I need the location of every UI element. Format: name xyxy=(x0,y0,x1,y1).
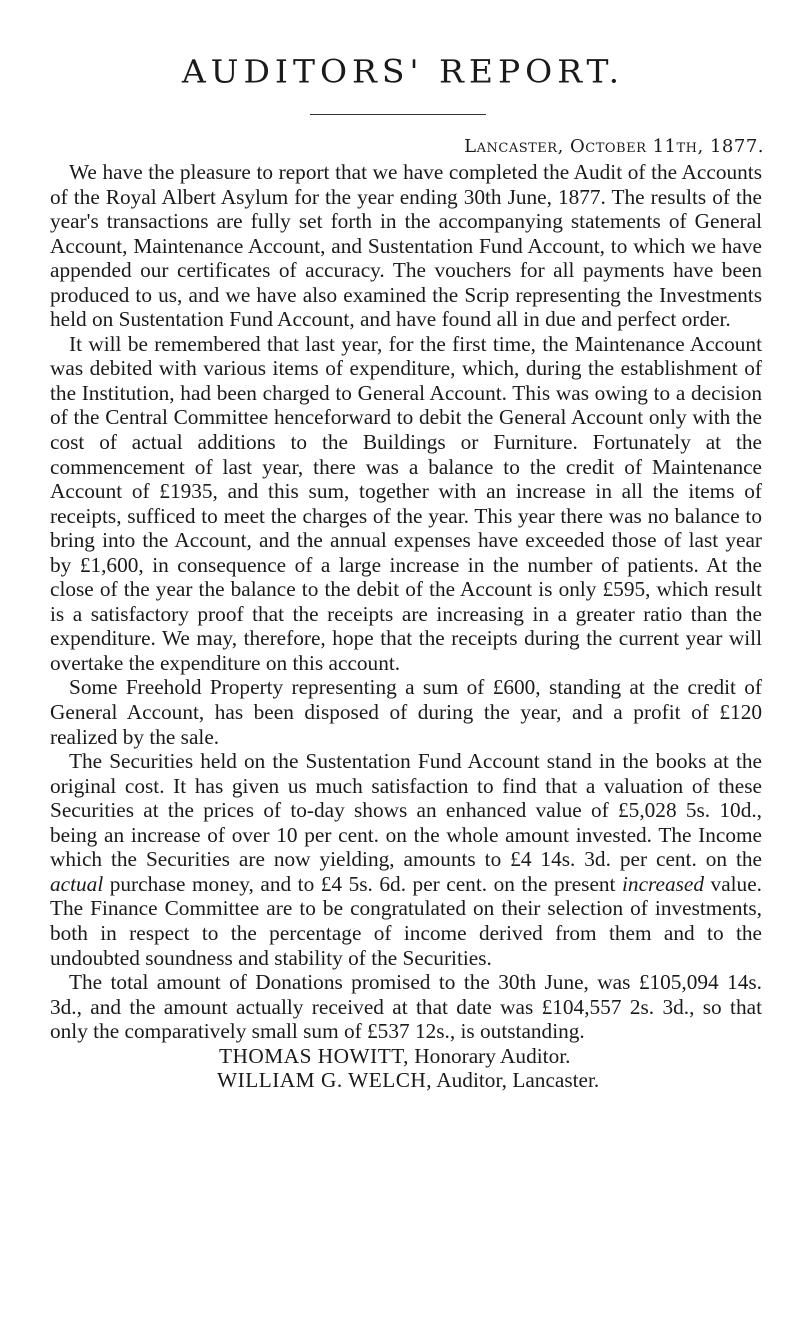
signatory-name: WILLIAM G. WELCH, xyxy=(217,1068,433,1093)
paragraph-securities xyxy=(50,749,762,970)
paragraph-text: We have the pleasure to report that we have completed the Audit of the Accounts of the Royal Albert Asylum for the year ending 30th June, 1877. The results of the year's transactions are fully set forth in the accompanying statements of General Account, Maintenance Account, and Sustentation Fund Account, to which we have appended our certificates of accuracy. The vouchers for all payments have been produced to us, and we have also examined the Scrip representing the Investments held on Sustentation Fund Account, and have found all in due and perfect order. xyxy=(50,160,762,332)
paragraph-text: purchase money, and to £4 5s. 6d. per cent. on the present xyxy=(103,871,622,896)
signature-line xyxy=(217,1068,762,1093)
paragraph-text: It will be remembered that last year, for the first time, the Maintenance Account was debited with various items of expenditure, which, during the establishment of the Institution, had been charged to General Account. This was owing to a decision of the Central Committee henceforward to debit the General Account only with the cost of actual additions to the Buildings or Furniture. Fortunately at the commencement of last year, there was a balance to the credit of Maintenance Account of £1935, and this sum, together with an increase in all the items of receipts, sufficed to meet the charges of the year. This year there was no balance to bring into the Account, and the annual expenses have exceeded those of last year by £1,600, in consequence of a large increase in the number of patients. At the close of the year the balance to the debit of the Account is only £595, which result is a satisfactory proof that the receipts are increasing in a greater ratio than the expenditure. We may, therefore, hope that the receipts during the current year will overtake the expenditure on this account. xyxy=(50,331,762,675)
signatory-role: Auditor, Lancaster. xyxy=(436,1068,600,1093)
paragraph-audit-completed xyxy=(50,160,762,332)
report-title: AUDITORS' REPORT. xyxy=(181,53,625,91)
signatory-role: Honorary Auditor. xyxy=(414,1043,571,1068)
title-divider xyxy=(310,114,486,115)
paragraph-text: The total amount of Donations promised to the 30th June, was £105,094 14s. 3d., and the amount actually received at that date was £104,557 2s. 3d., so that only the comparatively small sum of £537 12s., is outstanding. xyxy=(50,970,762,1044)
paragraph-text: Some Freehold Property representing a sum of £600, standing at the credit of General Account, has been disposed of during the year, and a profit of £120 realized by the sale. xyxy=(50,675,762,749)
report-page xyxy=(50,52,762,1093)
emphasis-increased: increased xyxy=(622,871,705,896)
dateline: Lancaster, October 11th, 1877. xyxy=(464,136,764,157)
paragraph-text: The Securities held on the Sustentation Fund Account stand in the books at the original cost. It has given us much satisfaction to find that a valuation of these Securities at the prices of to-day shows an enhanced value of £5,028 5s. 10d., being an increase of over 10 per cent. on the whole amount invested. The Income which the Securities are now yielding, amounts to £4 14s. 3d. per cent. on the xyxy=(50,749,762,872)
signatory-name: THOMAS HOWITT, xyxy=(219,1043,409,1068)
paragraph-freehold-property xyxy=(50,675,762,749)
emphasis-actual: actual xyxy=(50,871,104,896)
paragraph-donations xyxy=(50,970,762,1044)
paragraph-text: value. The Finance Committee are to be congratulated on their selection of investments, both in respect to the percentage of income derived from them and to the undoubted soundness and stability of the Securities. xyxy=(50,871,762,970)
report-body xyxy=(50,160,762,1044)
paragraph-maintenance-account xyxy=(50,332,762,676)
signature-line xyxy=(219,1044,762,1069)
